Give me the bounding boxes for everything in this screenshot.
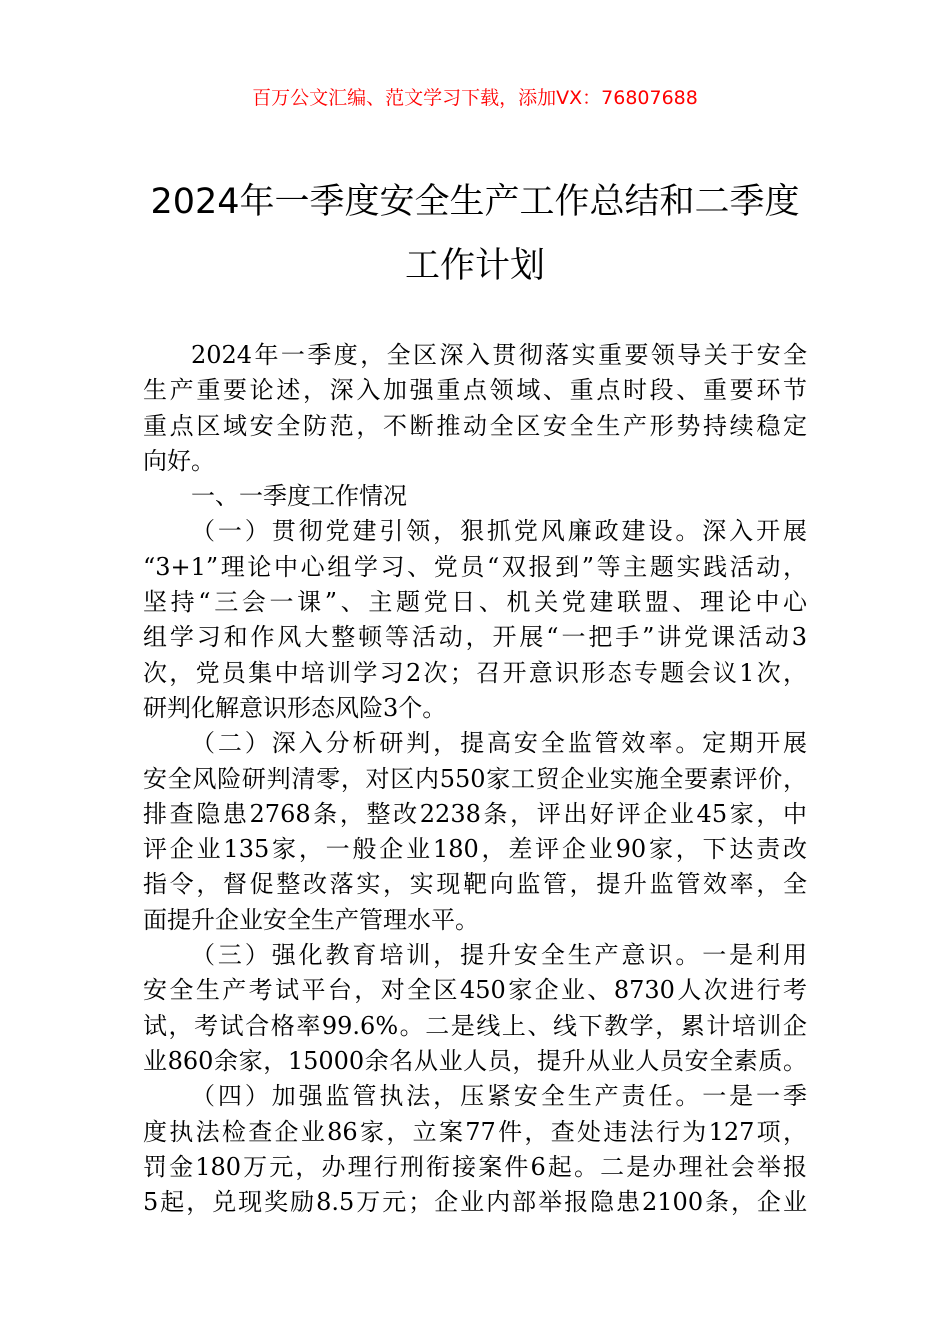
title-line-2: 工作计划 — [404, 246, 545, 286]
paragraph-line: 指令，督促整改落实，实现靶向监管，提升监管效率，全 — [143, 870, 807, 899]
paragraph-line: 生产重要论述，深入加强重点领域、重点时段、重要环节 — [143, 376, 807, 405]
paragraph-line: 罚金180万元，办理行刑衔接案件6起。二是办理社会举报 — [143, 1152, 807, 1181]
document-title — [100, 170, 850, 298]
paragraph-line: 5起，兑现奖励8.5万元；企业内部举报隐患2100条，企业 — [143, 1188, 807, 1217]
paragraph-line: 面提升企业安全生产管理水平。 — [143, 905, 479, 934]
paragraph-line: 2024年一季度，全区深入贯彻落实重要领导关于安全 — [191, 341, 807, 369]
paragraph-line: 向好。 — [143, 446, 215, 475]
paragraph-line: （二）深入分析研判，提高安全监管效率。定期开展 — [191, 729, 807, 758]
paragraph-line: 试，考试合格率99.6%。二是线上、线下教学，累计培训企 — [143, 1011, 807, 1040]
paragraph-line: 次，党员集中培训学习2次；召开意识形态专题会议1次， — [143, 658, 807, 687]
watermark-banner: 百万公文汇编、范文学习下载，添加VX：76807688 — [252, 87, 698, 109]
section-heading: 一、一季度工作情况 — [191, 482, 407, 511]
paragraph-line: “3+1”理论中心组学习、党员“双报到”等主题实践活动， — [143, 552, 807, 581]
paragraph-line: 度执法检查企业86家，立案77件，查处违法行为127项， — [143, 1117, 807, 1146]
title-line-1: 2024年一季度安全生产工作总结和二季度 — [150, 182, 800, 222]
paragraph-line: 业860余家，15000余名从业人员，提升从业人员安全素质。 — [143, 1046, 807, 1075]
paragraph-line: （三）强化教育培训，提升安全生产意识。一是利用 — [191, 941, 807, 970]
paragraph-line: 安全生产考试平台，对全区450家企业、8730人次进行考 — [143, 976, 807, 1005]
paragraph-line: 排查隐患2768条，整改2238条，评出好评企业45家，中 — [143, 799, 807, 828]
paragraph-line: 安全风险研判清零，对区内550家工贸企业实施全要素评价， — [143, 764, 807, 793]
paragraph-line: （四）加强监管执法，压紧安全生产责任。一是一季 — [191, 1082, 807, 1111]
paragraph-line: 组学习和作风大整顿等活动，开展“一把手”讲党课活动3 — [143, 623, 807, 652]
paragraph-line: 重点区域安全防范，不断推动全区安全生产形势持续稳定 — [143, 411, 807, 440]
paragraph-line: 评企业135家，一般企业180，差评企业90家，下达责改 — [143, 835, 807, 864]
document-body — [143, 338, 807, 1220]
paragraph-line: （一）贯彻党建引领，狠抓党风廉政建设。深入开展 — [191, 517, 807, 546]
paragraph-line: 坚持“三会一课”、主题党日、机关党建联盟、理论中心 — [143, 588, 807, 617]
paragraph-line: 研判化解意识形态风险3个。 — [143, 693, 447, 722]
